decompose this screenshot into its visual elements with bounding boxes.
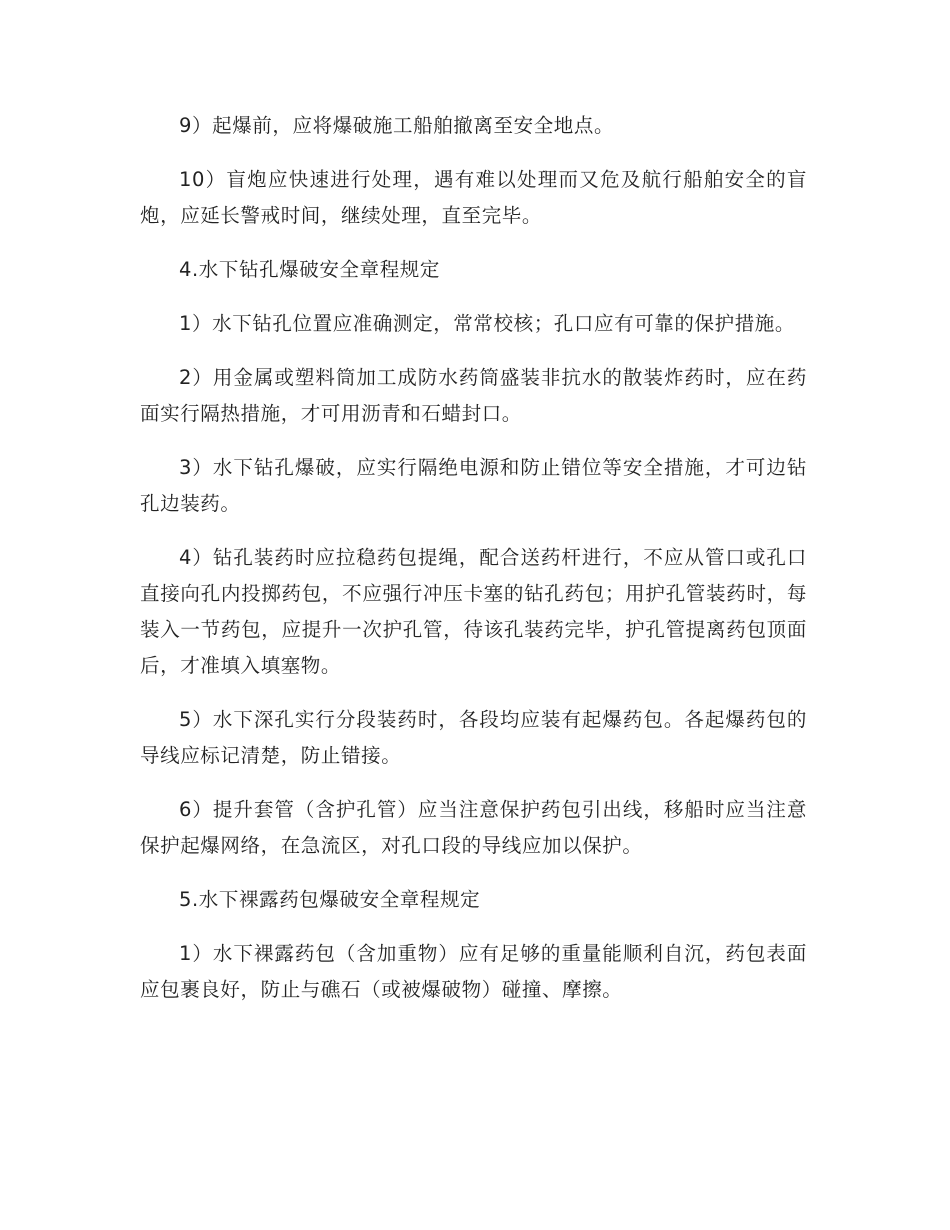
paragraph-casing-lifting: 6）提升套管（含护孔管）应当注意保护药包引出线，移船时应当注意保护起爆网络，在急流区，对孔口段的导线应加以保护。: [140, 798, 807, 857]
section-heading-underwater-exposed-charge: 5.水下裸露药包爆破安全章程规定: [179, 888, 481, 911]
document-body: [140, 108, 807, 1026]
paragraph-charging-procedure: 4）钻孔装药时应拉稳药包提绳，配合送药杆进行，不应从管口或孔口直接向孔内投掷药包，不应强行冲压卡塞的钻孔药包；用护孔管装药时，每装入一节药包，应提升一次护孔管，待该孔装药完毕，护孔管提离药包顶面后，才准填入填塞物。: [140, 546, 807, 677]
paragraph-exposed-charge-weight: 1）水下裸露药包（含加重物）应有足够的重量能顺利自沉，药包表面应包裹良好，防止与礁石（或被爆破物）碰撞、摩擦。: [140, 942, 807, 1001]
paragraph-isolation-measures: 3）水下钻孔爆破，应实行隔绝电源和防止错位等安全措施，才可边钻孔边装药。: [140, 456, 807, 515]
section-heading-underwater-drilling: 4.水下钻孔爆破安全章程规定: [179, 258, 441, 281]
paragraph-misfire-handling: 10）盲炮应快速进行处理，遇有难以处理而又危及航行船舶安全的盲炮，应延长警戒时间，继续处理，直至完毕。: [140, 168, 807, 227]
paragraph-drill-position: 1）水下钻孔位置应准确测定，常常校核；孔口应有可靠的保护措施。: [179, 312, 796, 335]
paragraph-waterproof-cartridge: 2）用金属或塑料筒加工成防水药筒盛装非抗水的散装炸药时，应在药面实行隔热措施，才可用沥青和石蜡封口。: [140, 366, 807, 425]
paragraph-deck-charging: 5）水下深孔实行分段装药时，各段均应装有起爆药包。各起爆药包的导线应标记清楚，防止错接。: [140, 708, 807, 767]
paragraph-blasting-ship-evacuation: 9）起爆前，应将爆破施工船舶撤离至安全地点。: [179, 114, 615, 137]
